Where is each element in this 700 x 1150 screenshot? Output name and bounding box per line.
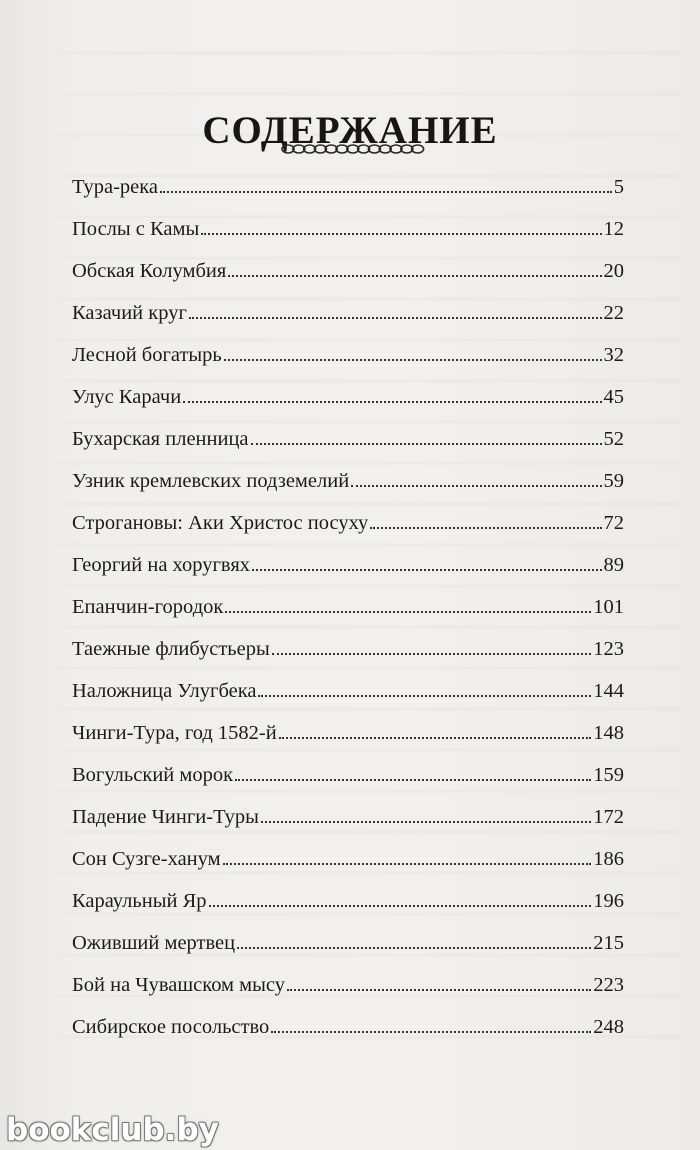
toc-entry [72,722,624,764]
toc-entry-page: 59 [603,470,624,492]
toc-leader-dots [183,401,601,403]
toc-entry-page: 248 [593,1016,624,1038]
toc-leader-dots [261,821,591,823]
toc-entry-page: 45 [603,386,624,408]
toc-entry-title: Бухарская пленница [72,428,249,450]
toc-entry [72,890,624,932]
toc-leader-dots [235,779,591,781]
toc-entry-title: Наложница Улугбека [72,680,257,702]
toc-entry [72,428,624,470]
toc-entry [72,386,624,428]
toc-entry-title: Казачий круг [72,302,187,324]
toc-entry [72,554,624,596]
toc-entry-title: Лесной богатырь [72,344,222,366]
toc-entry-title: Сон Сузге-ханум [72,848,221,870]
toc-leader-dots [351,485,601,487]
toc-entry [72,176,624,218]
toc-entry [72,974,624,1016]
toc-entry-page: 32 [603,344,624,366]
toc-leader-dots [228,275,601,277]
toc-leader-dots [224,359,602,361]
toc-entry [72,638,624,680]
toc-entry-title: Бой на Чувашском мысу [72,974,285,996]
toc-entry-title: Оживший мертвец [72,932,236,954]
toc-entry [72,806,624,848]
toc-entry-page: 52 [603,428,624,450]
toc-entry-page: 12 [603,218,624,240]
toc-leader-dots [189,317,602,319]
toc-entry-title: Улус Карачи [72,386,182,408]
toc-entry-page: 5 [613,176,624,198]
toc-leader-dots [370,527,601,529]
toc-entry-page: 144 [593,680,624,702]
toc-entry-title: Вогульский морок [72,764,234,786]
toc-leader-dots [252,569,601,571]
toc-leader-dots [279,737,592,739]
toc-entry-page: 20 [603,260,624,282]
watermark-logo: bookclub.by [6,1112,219,1148]
table-of-contents [72,176,624,1058]
toc-leader-dots [209,905,592,907]
toc-entry-title: Тура-река [72,176,159,198]
toc-leader-dots [258,695,591,697]
toc-entry [72,680,624,722]
toc-entry-page: 172 [593,806,624,828]
toc-entry [72,344,624,386]
toc-entry [72,470,624,512]
toc-entry [72,596,624,638]
toc-entry-page: 223 [593,974,624,996]
toc-leader-dots [223,863,592,865]
toc-leader-dots [251,443,602,445]
toc-leader-dots [225,611,591,613]
toc-entry-title: Строгановы: Аки Христос посуху [72,512,369,534]
toc-entry [72,764,624,806]
toc-entry-page: 101 [593,596,624,618]
toc-entry-title: Караульный Яр [72,890,207,912]
toc-entry-page: 72 [603,512,624,534]
toc-entry-title: Послы с Камы [72,218,200,240]
toc-entry-page: 148 [593,722,624,744]
toc-entry-title: Таежные флибустьеры [72,638,270,660]
toc-leader-dots [271,1031,591,1033]
toc-leader-dots [201,233,601,235]
toc-entry [72,302,624,344]
toc-entry-page: 196 [593,890,624,912]
toc-entry [72,1016,624,1058]
toc-entry-page: 123 [593,638,624,660]
toc-entry-title: Георгий на хоругвях [72,554,251,576]
toc-entry-page: 89 [603,554,624,576]
toc-leader-dots [287,989,591,991]
toc-entry-page: 159 [593,764,624,786]
chain-ornament-icon [281,142,425,156]
toc-entry-title: Епанчин-городок [72,596,224,618]
toc-entry-page: 22 [603,302,624,324]
toc-entry-title: Сибирское посольство [72,1016,270,1038]
toc-entry-title: Узник кремлевских подземелий [72,470,350,492]
toc-leader-dots [272,653,592,655]
toc-entry-title: Чинги-Тура, год 1582-й [72,722,277,744]
toc-entry [72,932,624,974]
page-title: СОДЕРЖАНИЕ [202,109,498,153]
toc-entry [72,848,624,890]
toc-entry-title: Падение Чинги-Туры [72,806,259,828]
toc-entry-page: 186 [593,848,624,870]
toc-leader-dots [237,947,591,949]
toc-leader-dots [160,191,612,193]
toc-entry [72,260,624,302]
toc-entry-title: Обская Колумбия [72,260,227,282]
toc-entry [72,218,624,260]
toc-entry [72,512,624,554]
toc-entry-page: 215 [593,932,624,954]
